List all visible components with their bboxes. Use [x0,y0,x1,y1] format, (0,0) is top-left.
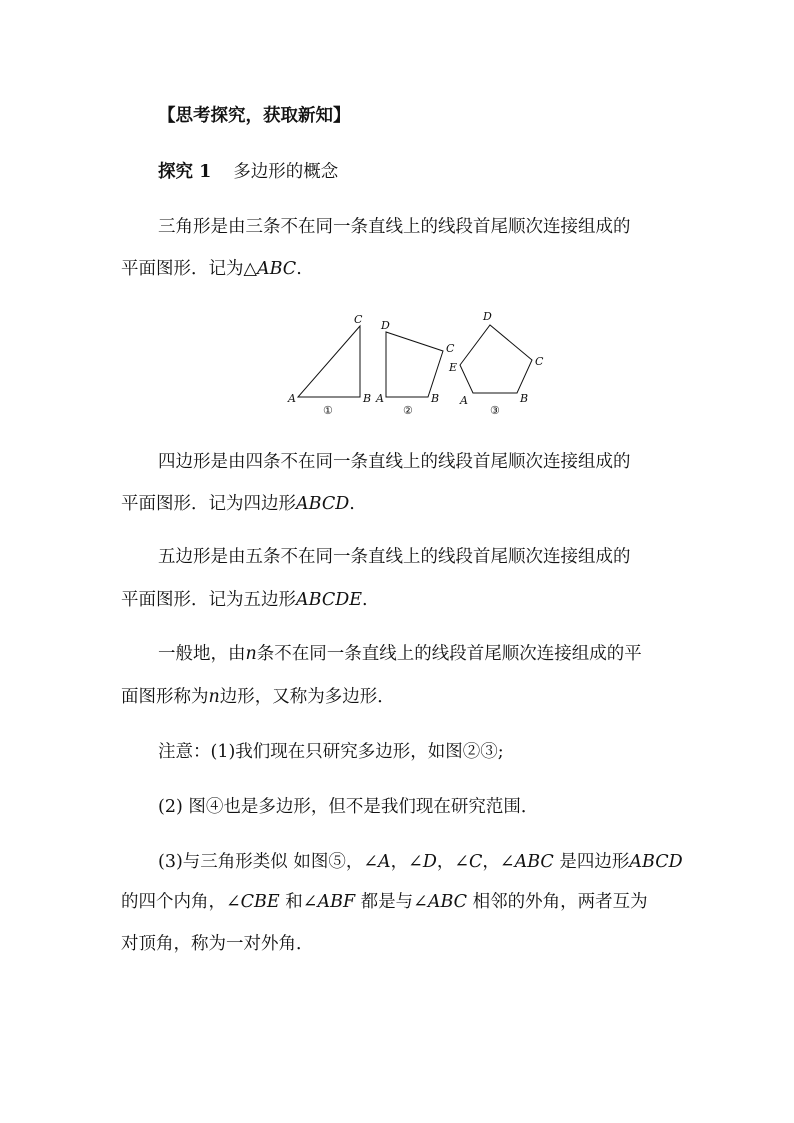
note-1: 注意：(1)我们现在只研究多边形，如图②③; [158,742,504,762]
quad-notation: ABCD [296,494,350,514]
explore-title: 多边形的概念 [233,162,339,182]
n-variable: n [208,687,220,707]
note-text: ，∠ [482,852,515,872]
quad-def-prefix: 平面图形．记为四边形 [121,494,296,514]
note-text: 相邻的外角，两者互为 [472,892,648,912]
angle-var: ABC [514,852,554,872]
note-text: 的四个内角，∠ [121,892,241,912]
general-def-line1 [158,642,642,666]
quad-label-a: A [376,392,384,405]
explore-heading [158,160,338,184]
note-text: ，∠ [436,852,470,872]
section-heading: 【思考探究，获取新知】 [158,106,351,126]
caption-1: ① [323,404,333,417]
quadrilateral-shape [386,332,443,397]
pent-label-d: D [483,310,492,323]
note-text: 是四边形 [559,852,630,872]
angle-var: ABF [317,892,356,912]
triangle-label-a: A [288,392,296,405]
general-def-line2 [121,685,395,709]
note-text: ，∠ [390,852,423,872]
angle-var: D [422,852,437,872]
triangle-def-line2 [121,257,302,281]
triangle-notation: ABC [256,259,297,279]
general-text: 面图形称为 [121,687,209,707]
pent-label-b: B [520,392,529,405]
quad-label-d: D [381,319,390,332]
pentagon-shape [460,325,532,393]
triangle-figure [298,326,360,397]
pent-label-a: A [460,394,468,407]
explore-label: 探究 1 [158,162,212,182]
quad-label-c: C [446,342,455,355]
polygons-figure [280,308,550,420]
pent-def-prefix: 平面图形．记为五边形 [121,590,296,610]
note-3-line3: 对顶角，称为一对外角． [121,934,314,954]
triangle-label-c: C [354,313,363,326]
note-text: (3)与三角形类似 如图⑤，∠ [158,852,379,872]
pent-def-line2 [121,588,368,612]
n-variable: n [245,644,257,664]
period: . [362,590,368,610]
triangle-def-prefix: 平面图形．记为△ [121,259,257,279]
quad-def-line1: 四边形是由四条不在同一条直线上的线段首尾顺次连接组成的 [158,452,631,472]
angle-var: A [378,852,391,872]
pent-notation: ABCDE [296,590,363,610]
period: . [296,259,302,279]
pent-label-c: C [535,355,544,368]
quad-label-b: B [431,392,440,405]
triangle-label-b: B [363,392,372,405]
caption-2: ② [403,404,413,417]
pent-label-e: E [449,361,458,374]
pent-def-line1: 五边形是由五条不在同一条直线上的线段首尾顺次连接组成的 [158,547,631,567]
angle-var: C [469,852,483,872]
quad-notation: ABCD [629,852,683,872]
quad-def-line2 [121,492,355,516]
general-text: 边形，又称为多边形． [219,687,395,707]
triangle-def-line1: 三角形是由三条不在同一条直线上的线段首尾顺次连接组成的 [158,217,631,237]
general-text: 条不在同一条直线上的线段首尾顺次连接组成的平 [256,644,642,664]
triangle-shape [298,326,360,397]
general-text: 一般地，由 [158,644,246,664]
angle-var: CBE [240,892,280,912]
note-text: 都是与∠ [360,892,428,912]
period: . [349,494,355,514]
note-3-line2 [121,890,648,914]
angle-var: ABC [427,892,468,912]
caption-3: ③ [490,404,500,417]
note-3-line1 [158,850,683,874]
note-2: (2) 图④也是多边形，但不是我们现在研究范围． [158,797,539,817]
note-text: 和∠ [285,892,318,912]
